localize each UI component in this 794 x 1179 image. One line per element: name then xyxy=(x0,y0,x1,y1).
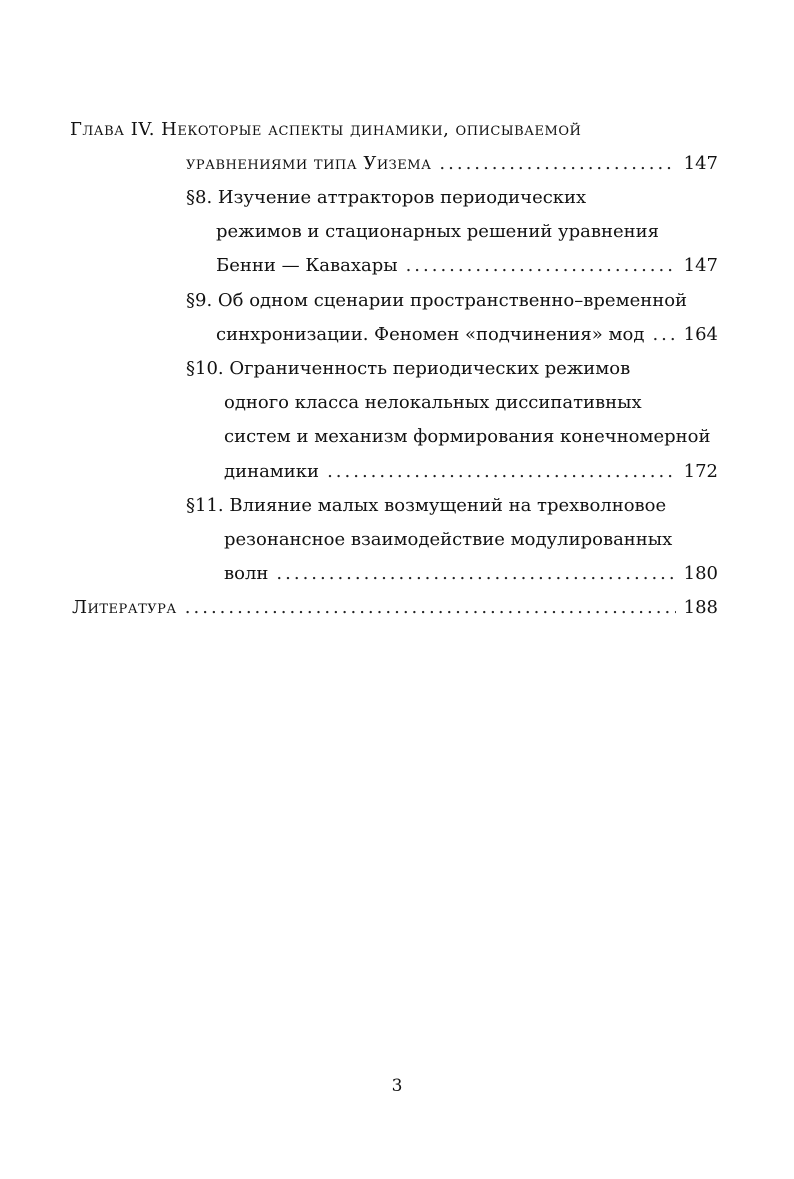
toc-section-11-page: 180 xyxy=(683,563,718,584)
toc-section-10-line2-row xyxy=(224,391,642,415)
toc-section-11-line1-row[interactable] xyxy=(186,494,666,518)
toc-section-8-page: 147 xyxy=(683,255,718,276)
toc-chapter-4-line2: уравнениями типа Уизема xyxy=(186,153,432,174)
toc-section-9-page: 164 xyxy=(683,324,718,345)
toc-section-9-line1: §9. Об одном сценарии пространственно–временной xyxy=(186,290,688,311)
leader-dots xyxy=(185,596,676,620)
toc-chapter-4-heading[interactable] xyxy=(70,118,581,142)
toc-section-11-line3: волн xyxy=(224,563,269,584)
toc-section-11-line1: §11. Влияние малых возмущений на трехволновое xyxy=(186,495,667,516)
toc-section-11-entry[interactable] xyxy=(224,562,718,586)
toc-section-8-line1-row[interactable] xyxy=(186,186,586,210)
page-number: 3 xyxy=(391,1076,403,1096)
toc-section-8-line3: Бенни — Кавахары xyxy=(216,255,398,276)
toc-section-10-entry[interactable] xyxy=(224,460,718,484)
toc-section-10-line4: динамики xyxy=(224,461,320,482)
toc-section-8-entry[interactable] xyxy=(216,254,718,278)
toc-section-11-line2-row xyxy=(224,528,672,552)
toc-section-9-line2: синхронизации. Феномен «подчинения» мод xyxy=(216,324,645,345)
toc-chapter-4-page: 147 xyxy=(683,153,718,174)
leader-dots xyxy=(652,323,675,347)
toc-section-8-line2-row xyxy=(216,220,659,244)
toc-section-9-entry[interactable] xyxy=(216,323,718,347)
toc-chapter-4-line1: Глава IV. Некоторые аспекты динамики, описываемой xyxy=(70,119,582,140)
toc-literature-title: Литература xyxy=(72,597,177,618)
toc-literature-page: 188 xyxy=(683,597,718,618)
leader-dots xyxy=(439,152,675,176)
toc-section-10-line3-row xyxy=(224,425,711,449)
toc-section-10-page: 172 xyxy=(683,461,718,482)
toc-chapter-4-entry[interactable] xyxy=(186,152,718,176)
toc-section-10-line1: §10. Ограниченность периодических режимов xyxy=(186,358,631,379)
toc-section-9-line1-row[interactable] xyxy=(186,289,687,313)
toc-section-10-line1-row[interactable] xyxy=(186,357,630,381)
leader-dots xyxy=(276,562,675,586)
toc-literature-entry[interactable] xyxy=(72,596,718,620)
toc-section-10-line2: одного класса нелокальных диссипативных xyxy=(224,392,642,413)
toc-section-10-line3: систем и механизм формирования конечномерной xyxy=(224,426,711,447)
leader-dots xyxy=(327,460,676,484)
toc-section-11-line2: резонансное взаимодействие модулированных xyxy=(224,529,673,550)
leader-dots xyxy=(406,254,676,278)
toc-section-8-line2: режимов и стационарных решений уравнения xyxy=(216,221,660,242)
toc-section-8-line1: §8. Изучение аттракторов периодических xyxy=(186,187,587,208)
